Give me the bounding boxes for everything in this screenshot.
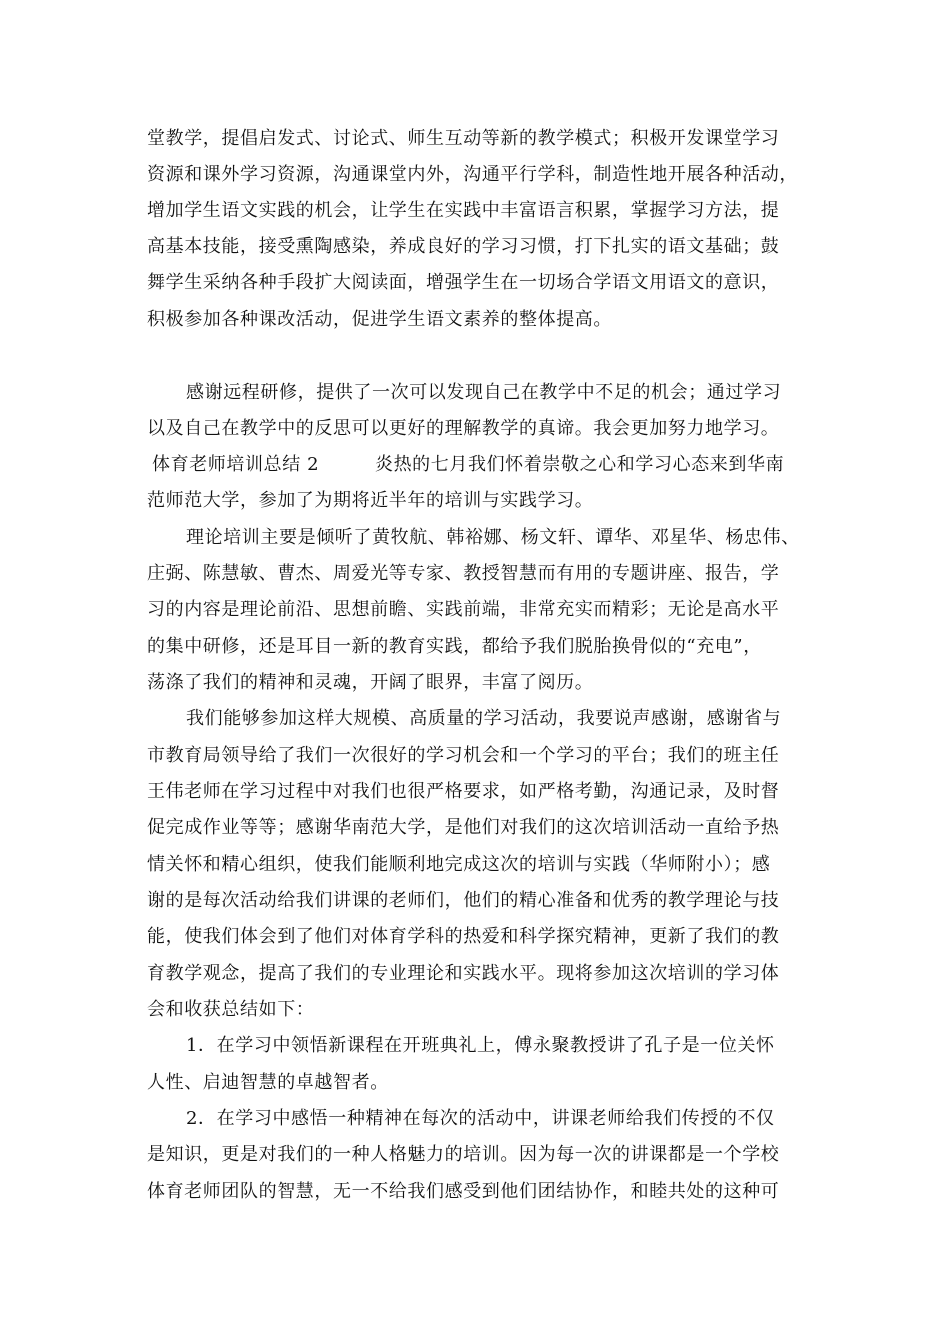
text-line: 体育老师团队的智慧，无一不给我们感受到他们团结协作，和睦共处的这种可: [147, 1181, 780, 1202]
text-line: 理论培训主要是倾听了黄牧航、韩裕娜、杨文轩、谭华、邓星华、杨忠伟、: [186, 527, 800, 548]
text-line: 人性、启迪智慧的卓越智者。: [147, 1072, 389, 1093]
text-line: 感谢远程研修，提供了一次可以发现自己在教学中不足的机会；通过学习: [186, 382, 782, 403]
text-line: 促完成作业等等；感谢华南范大学，是他们对我们的这次培训活动一直给予热: [147, 817, 780, 838]
text-line: 2．在学习中感悟一种精神在每次的活动中，讲课老师给我们传授的不仅: [186, 1108, 775, 1129]
text-line: 会和收获总结如下：: [147, 999, 315, 1020]
text-line: 能，使我们体会到了他们对体育学科的热爱和科学探究精神，更新了我们的教: [147, 926, 780, 947]
text-line: 1．在学习中领悟新课程在开班典礼上，傅永聚教授讲了孔子是一位关怀: [186, 1035, 775, 1056]
section-title-line: 体育老师培训总结 2 炎热的七月我们怀着崇敬之心和学习心态来到华南: [152, 454, 785, 475]
text-line: 育教学观念，提高了我们的专业理论和实践水平。现将参加这次培训的学习体: [147, 963, 780, 984]
text-line: 堂教学，提倡启发式、讨论式、师生互动等新的教学模式；积极开发课堂学习: [147, 128, 780, 149]
text-line: 资源和课外学习资源，沟通课堂内外，沟通平行学科，制造性地开展各种活动，: [147, 164, 798, 185]
text-line: 谢的是每次活动给我们讲课的老师们，他们的精心准备和优秀的教学理论与技: [147, 890, 780, 911]
text-line: 增加学生语文实践的机会，让学生在实践中丰富语言积累，掌握学习方法，提: [147, 200, 780, 221]
text-line: 荡涤了我们的精神和灵魂，开阔了眼界，丰富了阅历。: [147, 672, 594, 693]
text-line: 市教育局领导给了我们一次很好的学习机会和一个学习的平台；我们的班主任: [147, 745, 780, 766]
text-line: 以及自己在教学中的反思可以更好的理解教学的真谛。我会更加努力地学习。: [147, 418, 780, 439]
text-line: 我们能够参加这样大规模、高质量的学习活动，我要说声感谢，感谢省与: [186, 708, 782, 729]
text-line: 积极参加各种课改活动，促进学生语文素养的整体提高。: [147, 309, 612, 330]
text-line: 舞学生采纳各种手段扩大阅读面，增强学生在一切场合学语文用语文的意识，: [147, 272, 780, 293]
text-line: 王伟老师在学习过程中对我们也很严格要求，如严格考勤，沟通记录，及时督: [147, 781, 780, 802]
text-line: 是知识，更是对我们的一种人格魅力的培训。因为每一次的讲课都是一个学校: [147, 1144, 780, 1165]
text-line: 的集中研修，还是耳目一新的教育实践，都给予我们脱胎换骨似的“充电”，: [147, 636, 762, 657]
text-line: 范师范大学，参加了为期将近半年的培训与实践学习。: [147, 490, 594, 511]
text-line: 习的内容是理论前沿、思想前瞻、实践前端，非常充实而精彩；无论是高水平: [147, 599, 780, 620]
text-line: 高基本技能，接受熏陶感染，养成良好的学习习惯，打下扎实的语文基础；鼓: [147, 236, 780, 257]
text-line: 情关怀和精心组织，使我们能顺利地完成这次的培训与实践（华师附小）；感: [147, 854, 771, 875]
text-line: 庄弼、陈慧敏、曹杰、周爱光等专家、教授智慧而有用的专题讲座、报告，学: [147, 563, 780, 584]
